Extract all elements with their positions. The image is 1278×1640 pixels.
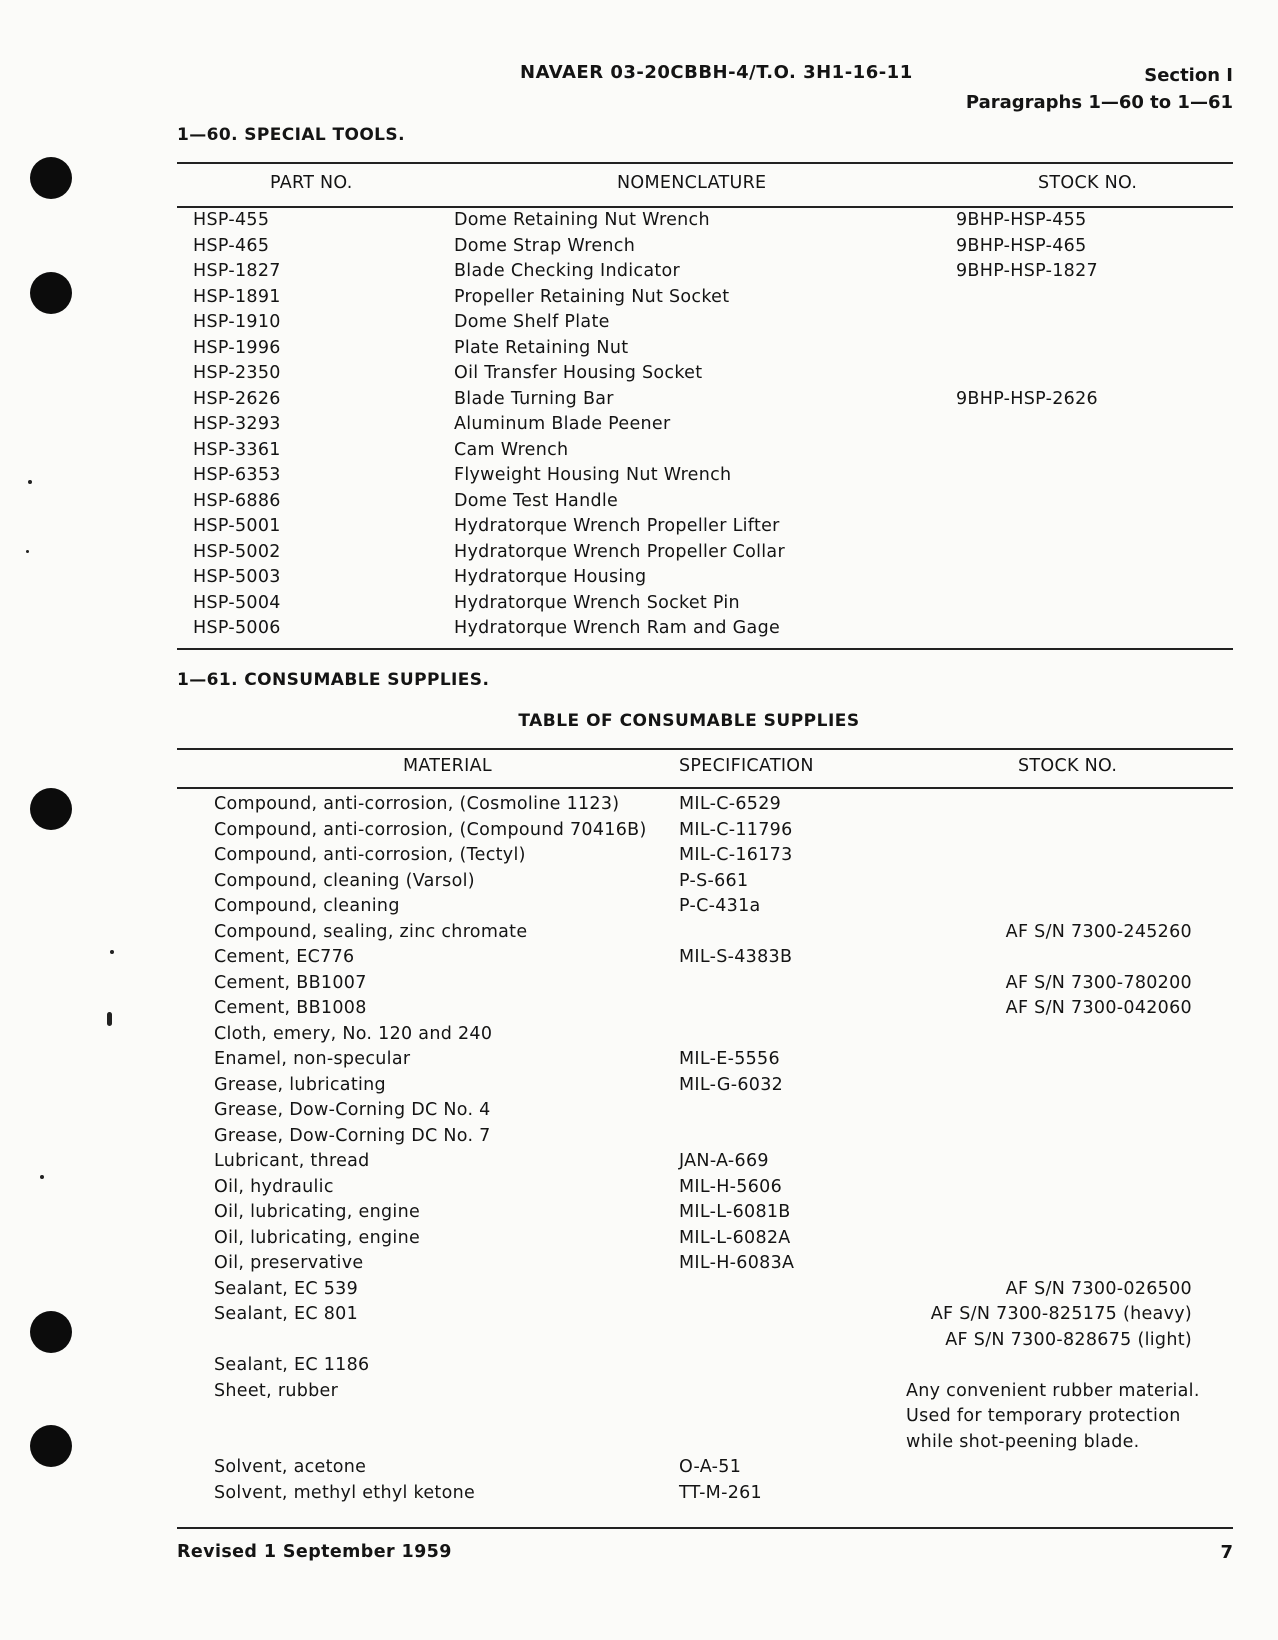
table-row	[0, 1251, 1278, 1277]
material-cell: Compound, anti-corrosion, (Cosmoline 1123)	[214, 794, 620, 814]
part-no-cell: HSP-465	[193, 235, 270, 256]
page-number: 7	[1220, 1542, 1233, 1563]
nomenclature-cell: Dome Test Handle	[454, 490, 619, 511]
material-cell: Compound, anti-corrosion, (Tectyl)	[214, 845, 526, 865]
table-row	[0, 236, 1278, 262]
nomenclature-cell: Oil Transfer Housing Socket	[454, 363, 703, 383]
special-tools-heading: 1—60. SPECIAL TOOLS.	[177, 125, 405, 145]
table-row	[0, 1073, 1278, 1099]
material-cell: Sealant, EC 1186	[214, 1355, 370, 1375]
material-cell: Oil, hydraulic	[214, 1176, 334, 1197]
part-no-cell: HSP-1891	[193, 286, 281, 307]
col-nomenclature: NOMENCLATURE	[617, 173, 767, 193]
nomenclature-cell: Propeller Retaining Nut Socket	[454, 286, 730, 307]
stock-no-cell	[906, 1098, 1206, 1124]
col-specification: SPECIFICATION	[679, 756, 814, 776]
specification-cell: MIL-L-6081B	[679, 1202, 791, 1222]
nomenclature-cell: Cam Wrench	[454, 439, 569, 460]
table-row	[0, 287, 1278, 313]
material-cell: Sealant, EC 801	[214, 1304, 359, 1324]
table-row	[0, 1353, 1278, 1379]
table-row	[0, 261, 1278, 287]
material-cell: Solvent, acetone	[214, 1457, 367, 1477]
part-no-cell: HSP-2350	[193, 363, 281, 383]
stock-no-cell	[906, 1175, 1206, 1201]
table-row	[0, 567, 1278, 593]
table-rule-header	[177, 787, 1233, 789]
stock-no-cell	[906, 1481, 1206, 1507]
table-row	[0, 843, 1278, 869]
specification-cell: MIL-E-5556	[679, 1049, 780, 1069]
part-no-cell: HSP-1996	[193, 337, 281, 358]
part-no-cell: HSP-5004	[193, 592, 281, 613]
nomenclature-cell: Dome Retaining Nut Wrench	[454, 210, 710, 230]
part-no-cell: HSP-6886	[193, 490, 281, 511]
table-rule-bottom	[177, 648, 1233, 650]
specification-cell: MIL-H-6083A	[679, 1253, 795, 1273]
material-cell: Compound, cleaning (Varsol)	[214, 870, 475, 891]
table-row	[0, 338, 1278, 364]
material-cell: Oil, lubricating, engine	[214, 1202, 421, 1222]
table-row	[0, 1047, 1278, 1073]
part-no-cell: HSP-5006	[193, 618, 281, 638]
nomenclature-cell: Dome Strap Wrench	[454, 235, 636, 256]
part-no-cell: HSP-3361	[193, 439, 281, 460]
revision-date: Revised 1 September 1959	[177, 1542, 452, 1562]
section-reference	[966, 62, 1233, 116]
material-cell: Compound, anti-corrosion, (Compound 70416B)	[214, 819, 647, 840]
stock-no-cell: AF S/N 7300-026500	[1005, 1278, 1192, 1299]
table-row	[0, 491, 1278, 517]
specification-cell: TT-M-261	[679, 1482, 762, 1503]
nomenclature-cell: Flyweight Housing Nut Wrench	[454, 465, 732, 485]
specification-cell: MIL-C-11796	[679, 819, 793, 840]
material-cell: Cement, EC776	[214, 947, 355, 967]
stock-no-cell	[906, 818, 1206, 844]
table-row	[0, 516, 1278, 542]
part-no-cell: HSP-455	[193, 210, 270, 230]
consumables-table-title: TABLE OF CONSUMABLE SUPPLIES	[518, 711, 860, 731]
part-no-cell: HSP-2626	[193, 388, 281, 409]
stock-no-cell	[906, 1251, 1206, 1277]
table-row	[0, 1124, 1278, 1150]
material-cell: Grease, Dow-Corning DC No. 7	[214, 1125, 491, 1146]
table-rule-header	[177, 206, 1233, 208]
consumables-table	[0, 792, 1278, 1506]
stock-no-cell: AF S/N 7300-780200	[1005, 972, 1192, 993]
stock-no-cell: AF S/N 7300-245260	[1005, 921, 1192, 942]
table-row	[0, 618, 1278, 644]
part-no-cell: HSP-5003	[193, 567, 281, 587]
table-rule-top	[177, 162, 1233, 164]
specification-cell: O-A-51	[679, 1457, 742, 1477]
table-rule-bottom	[177, 1527, 1233, 1529]
table-row	[0, 1022, 1278, 1048]
specification-cell: MIL-L-6082A	[679, 1227, 791, 1248]
document-number: NAVAER 03-20CBBH-4/T.O. 3H1-16-11	[520, 62, 913, 83]
table-row	[0, 440, 1278, 466]
table-row	[0, 1455, 1278, 1481]
stock-no-cell: AF S/N 7300-042060	[1005, 998, 1192, 1018]
special-tools-table	[0, 210, 1278, 644]
col-stock-no: STOCK NO.	[1038, 173, 1138, 193]
material-cell: Oil, lubricating, engine	[214, 1227, 421, 1248]
material-cell: Solvent, methyl ethyl ketone	[214, 1482, 476, 1503]
stock-no-cell	[906, 1455, 1206, 1481]
table-row	[0, 945, 1278, 971]
table-row	[0, 363, 1278, 389]
stock-no-cell	[906, 869, 1206, 895]
material-cell: Enamel, non-specular	[214, 1049, 411, 1069]
paragraphs-label: Paragraphs 1—60 to 1—61	[965, 92, 1233, 113]
table-row	[0, 210, 1278, 236]
specification-cell: JAN-A-669	[679, 1151, 769, 1171]
stock-no-cell: Any convenient rubber material. Used for temporary protection while shot-peening blade.	[906, 1380, 1200, 1452]
nomenclature-cell: Plate Retaining Nut	[454, 337, 629, 358]
nomenclature-cell: Blade Checking Indicator	[454, 261, 681, 281]
table-row	[0, 1226, 1278, 1252]
table-row	[0, 792, 1278, 818]
stock-no-cell	[906, 894, 1206, 920]
material-cell: Lubricant, thread	[214, 1151, 370, 1171]
section-label: Section I	[1144, 65, 1233, 86]
nomenclature-cell: Blade Turning Bar	[454, 388, 614, 409]
stock-no-cell	[906, 843, 1206, 869]
stock-no-cell	[906, 1124, 1206, 1150]
nomenclature-cell: Aluminum Blade Peener	[454, 414, 671, 434]
nomenclature-cell: Hydratorque Wrench Propeller Lifter	[454, 516, 780, 536]
material-cell: Compound, sealing, zinc chromate	[214, 921, 528, 942]
material-cell: Cement, BB1007	[214, 972, 367, 993]
table-row	[0, 1481, 1278, 1507]
nomenclature-cell: Dome Shelf Plate	[454, 312, 610, 332]
material-cell: Compound, cleaning	[214, 896, 400, 916]
material-cell: Grease, lubricating	[214, 1074, 386, 1095]
table-row	[0, 1277, 1278, 1303]
part-no-cell: HSP-1910	[193, 312, 281, 332]
stock-no-cell	[906, 1200, 1206, 1226]
stock-no-cell	[906, 1022, 1206, 1048]
col-part-no: PART NO.	[270, 173, 353, 193]
specification-cell: MIL-S-4383B	[679, 947, 793, 967]
table-row	[0, 465, 1278, 491]
material-cell: Grease, Dow-Corning DC No. 4	[214, 1100, 491, 1120]
table-row	[0, 593, 1278, 619]
table-row	[0, 312, 1278, 338]
nomenclature-cell: Hydratorque Wrench Propeller Collar	[454, 541, 785, 562]
table-row	[0, 1379, 1278, 1456]
part-no-cell: HSP-1827	[193, 261, 281, 281]
stock-no-cell: 9BHP-HSP-2626	[956, 388, 1098, 409]
material-cell: Oil, preservative	[214, 1253, 364, 1273]
stock-no-cell: AF S/N 7300-825175 (heavy) AF S/N 7300-828675 (light)	[930, 1304, 1192, 1350]
specification-cell: MIL-C-16173	[679, 845, 793, 865]
stock-no-cell	[906, 1073, 1206, 1099]
stock-no-cell: 9BHP-HSP-465	[956, 235, 1087, 256]
stock-no-cell	[906, 1353, 1206, 1379]
table-row	[0, 869, 1278, 895]
table-row	[0, 1175, 1278, 1201]
specification-cell: P-C-431a	[679, 896, 761, 916]
stock-no-cell: 9BHP-HSP-1827	[956, 261, 1098, 281]
table-row	[0, 894, 1278, 920]
table-row	[0, 920, 1278, 946]
stock-no-cell	[906, 792, 1206, 818]
table-row	[0, 971, 1278, 997]
punch-hole	[30, 157, 72, 199]
table-row	[0, 414, 1278, 440]
material-cell: Cloth, emery, No. 120 and 240	[214, 1023, 493, 1044]
part-no-cell: HSP-3293	[193, 414, 281, 434]
table-row	[0, 1200, 1278, 1226]
table-row	[0, 1098, 1278, 1124]
material-cell: Sheet, rubber	[214, 1380, 339, 1401]
nomenclature-cell: Hydratorque Wrench Ram and Gage	[454, 618, 781, 638]
specification-cell: P-S-661	[679, 870, 749, 891]
specification-cell: MIL-H-5606	[679, 1176, 783, 1197]
table-row	[0, 389, 1278, 415]
part-no-cell: HSP-6353	[193, 465, 281, 485]
stock-no-cell: 9BHP-HSP-455	[956, 210, 1087, 230]
col-stock-no: STOCK NO.	[1018, 756, 1118, 776]
material-cell: Sealant, EC 539	[214, 1278, 359, 1299]
consumables-heading: 1—61. CONSUMABLE SUPPLIES.	[177, 670, 490, 690]
nomenclature-cell: Hydratorque Wrench Socket Pin	[454, 592, 740, 613]
specification-cell: MIL-G-6032	[679, 1074, 784, 1095]
table-row	[0, 1302, 1278, 1353]
stock-no-cell	[906, 1149, 1206, 1175]
table-row	[0, 818, 1278, 844]
stock-no-cell	[906, 1047, 1206, 1073]
nomenclature-cell: Hydratorque Housing	[454, 567, 647, 587]
part-no-cell: HSP-5002	[193, 541, 281, 562]
table-row	[0, 1149, 1278, 1175]
specification-cell: MIL-C-6529	[679, 794, 782, 814]
table-row	[0, 996, 1278, 1022]
part-no-cell: HSP-5001	[193, 516, 281, 536]
material-cell: Cement, BB1008	[214, 998, 367, 1018]
table-rule-top	[177, 748, 1233, 750]
table-row	[0, 542, 1278, 568]
stock-no-cell	[906, 945, 1206, 971]
col-material: MATERIAL	[403, 756, 492, 776]
stock-no-cell	[906, 1226, 1206, 1252]
